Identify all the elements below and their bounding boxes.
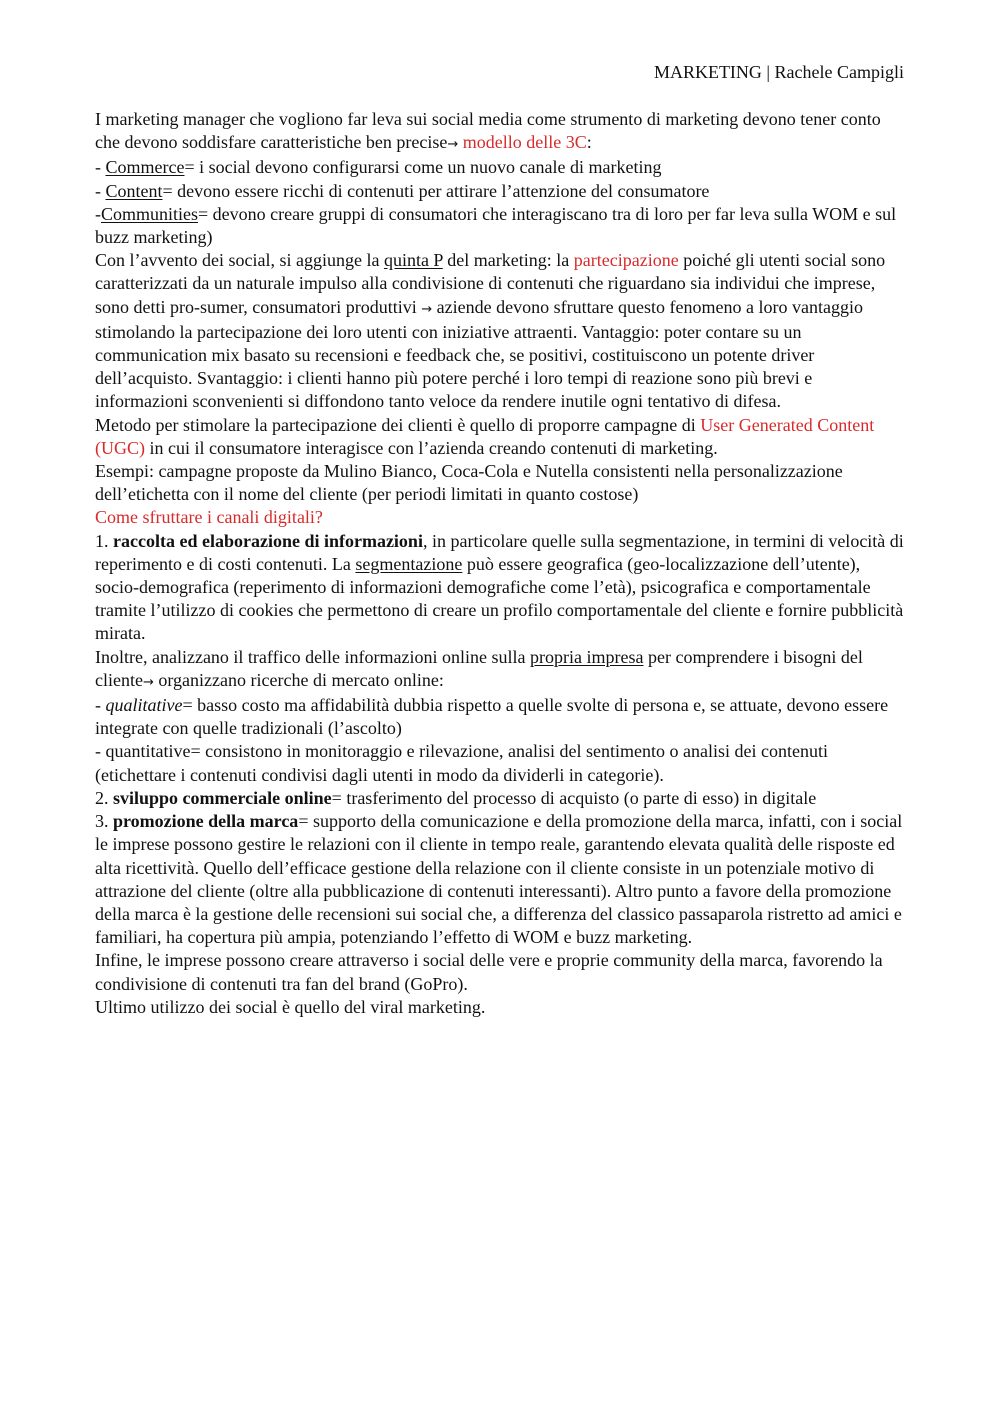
point-3-title: promozione della marca xyxy=(113,811,299,832)
viral-paragraph: Ultimo utilizzo dei social è quello del viral marketing. xyxy=(95,996,486,1017)
list-item-content: - Content= devono essere ricchi di contenuti per attirare l’attenzione del consumatore xyxy=(95,180,710,201)
term-propria-impresa: propria impresa xyxy=(530,646,644,667)
term-quinta-p: quinta P xyxy=(383,250,443,271)
list-item-commerce: - Commerce= i social devono configurarsi come un nuovo canale di marketing xyxy=(95,157,662,178)
examples-paragraph: Esempi: campagne proposte da Mulino Bianco, Coca-Cola e Nutella consistenti nella personalizzazione dell’etichetta con il nome del cliente (per periodi limitati in quanto costose) xyxy=(95,461,843,505)
document-body xyxy=(95,108,907,1019)
highlight-ugc: User Generated Content (UGC) xyxy=(95,414,875,458)
community-paragraph: Infine, le imprese possono creare attraverso i social delle vere e proprie community della marca, favorendo la condivisione di contenuti tra fan del brand (GoPro). xyxy=(95,950,883,994)
arrow-icon: → xyxy=(447,137,459,153)
arrow-icon: → xyxy=(421,301,433,317)
list-item-qualitative: - qualitative= basso costo ma affidabilità dubbia rispetto a quelle svolte di persona e, se attuate, devono essere integrate con quelle tradizionali (l’ascolto) xyxy=(95,695,889,739)
ugc-paragraph: Metodo per stimolare la partecipazione dei clienti è quello di proporre campagne di User Generated Content (UGC) in cui il consumatore interagisce con l’azienda creando contenuti di marketing. xyxy=(95,414,875,458)
term-commerce: Commerce xyxy=(105,157,185,178)
section-question-heading: Come sfruttare i canali digitali? xyxy=(95,507,323,528)
term-qualitative: qualitative xyxy=(105,695,183,716)
point-2-paragraph: 2. sviluppo commerciale online= trasferimento del processo di acquisto (o parte di esso) in digitale xyxy=(95,787,817,808)
list-item-quantitative: - quantitative= consistono in monitoraggio e rilevazione, analisi del sentimento o analisi dei contenuti (etichettare i contenuti condivisi dagli utenti in modo da dividerli in categorie). xyxy=(95,741,828,785)
point-1-paragraph: 1. raccolta ed elaborazione di informazioni, in particolare quelle sulla segmentazione, in termini di velocità di reperimento e di costi contenuti. La segmentazione può essere geografica (geo-localizzazione dell’utente), socio-demografica (reperimento di informazioni demografiche come l’età), psicografica e comportamentale tramite l’utilizzo di cookies che permettono di creare un profilo comportamentale del cliente e fornire pubblicità mirata. xyxy=(95,530,904,644)
term-segmentazione: segmentazione xyxy=(355,553,463,574)
point-2-title: sviluppo commerciale online xyxy=(113,787,332,808)
page-header: MARKETING | Rachele Campigli xyxy=(653,62,904,82)
highlight-3c-model: modello delle 3C xyxy=(458,132,587,153)
highlight-partecipazione: partecipazione xyxy=(573,250,679,271)
participation-paragraph: Con l’avvento dei social, si aggiunge la quinta P del marketing: la partecipazione poiché gli utenti social sono caratterizzati da un naturale impulso alla condivisione di contenuti che riguardano sia individui che imprese, sono detti pro-sumer, consumatori produttivi → aziende devono sfruttare questo fenomeno a loro vantaggio stimolando la partecipazione dei loro utenti con iniziative attraenti. Vantaggio: poter contare su un communication mix basato su recensioni e feedback che, se positivi, costituiscono un potente driver dell’acquisto. Svantaggio: i clienti hanno più potere perché i loro tempi di reazione sono più brevi e informazioni sconvenienti si diffondono tanto veloce da rendere inutile ogni tentativo di difesa. xyxy=(95,250,886,412)
term-content: Content xyxy=(105,180,163,201)
point-3-paragraph: 3. promozione della marca= supporto della comunicazione e della promozione della marca, infatti, con i social le imprese possono gestire le relazioni con il cliente in tempo reale, garantendo elevata qualità delle risposte ed alta ricettività. Quello dell’efficace gestione della relazione con il cliente consiste in un potenziale motivo di attrazione del cliente (oltre alla pubblicazione di contenuti interessanti). Altro punto a favore della promozione della marca è la gestione delle recensioni sui social che, a differenza del classico passaparola ristretto ad amici e familiari, ha copertura più ampia, potenziando l’effetto di WOM e buzz marketing. xyxy=(95,811,903,948)
term-communities: Communities xyxy=(101,203,199,224)
intro-paragraph: I marketing manager che vogliono far leva sui social media come strumento di marketing devono tener conto che devono soddisfare caratteristiche ben precise→ modello delle 3C: xyxy=(95,109,881,153)
list-item-communities: -Communities= devono creare gruppi di consumatori che interagiscano tra di loro per far leva sulla WOM e sul buzz marketing) xyxy=(95,203,897,248)
traffic-paragraph: Inoltre, analizzano il traffico delle informazioni online sulla propria impresa per comprendere i bisogni del cliente→ organizzano ricerche di mercato online: xyxy=(95,646,863,690)
arrow-icon: → xyxy=(142,674,154,690)
point-1-title: raccolta ed elaborazione di informazioni xyxy=(113,530,423,551)
